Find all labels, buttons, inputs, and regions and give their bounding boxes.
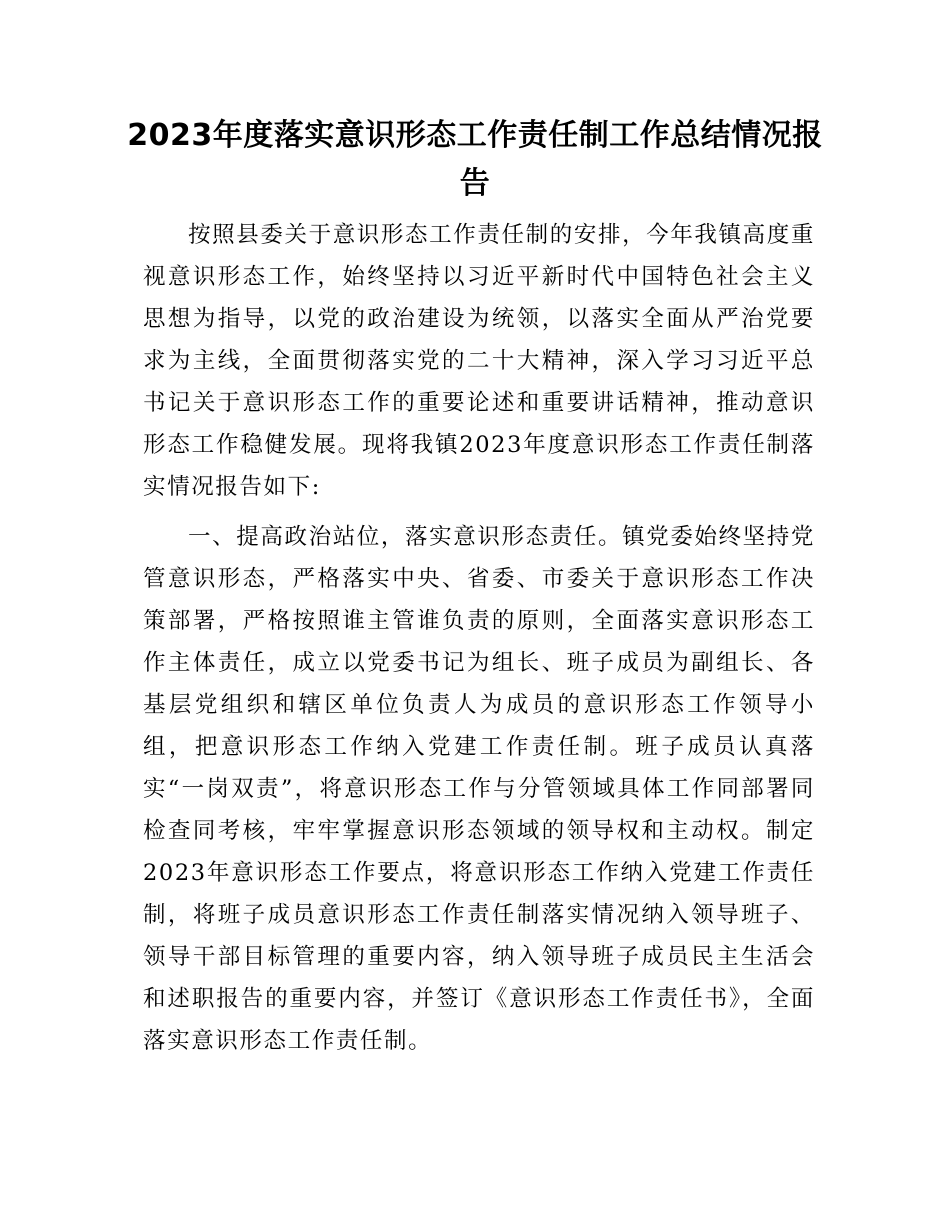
document-title: 2023年度落实意识形态工作责任制工作总结情况报告 bbox=[127, 118, 823, 201]
section-one-paragraph: 一、提高政治站位，落实意识形态责任。镇党委始终坚持党管意识形态，严格落实中央、省委、市委关于意识形态工作决策部署，严格按照谁主管谁负责的原则，全面落实意识形态工作主体责任，成立以党委书记为组长、班子成员为副组长、各基层党组织和辖区单位负责人为成员的意识形态工作领导小组，把意识形态工作纳入党建工作责任制。班子成员认真落实“一岗双责”，将意识形态工作与分管领域具体工作同部署同检查同考核，牢牢掌握意识形态领域的领导权和主动权。制定2023年意识形态工作要点，将意识形态工作纳入党建工作责任制，将班子成员意识形态工作责任制落实情况纳入领导班子、领导干部目标管理的重要内容，纳入领导班子成员民主生活会和述职报告的重要内容，并签订《意识形态工作责任书》，全面落实意识形态工作责任制。 bbox=[143, 524, 815, 1054]
intro-paragraph: 按照县委关于意识形态工作责任制的安排，今年我镇高度重视意识形态工作，始终坚持以习近平新时代中国特色社会主义思想为指导，以党的政治建设为统领，以落实全面从严治党要求为主线，全面贯彻落实党的二十大精神，深入学习习近平总书记关于意识形态工作的重要论述和重要讲话精神，推动意识形态工作稳健发展。现将我镇2023年度意识形态工作责任制落实情况报告如下: bbox=[143, 222, 815, 500]
document-body bbox=[143, 214, 815, 1062]
